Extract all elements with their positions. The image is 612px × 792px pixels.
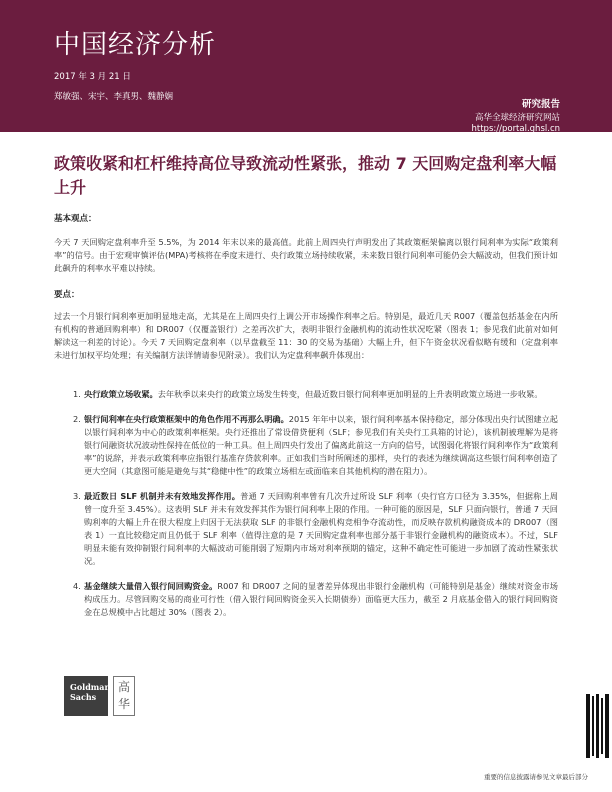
list-item-text: 2015 年年中以来，银行间利率基本保持稳定，部分体现出央行试图建立起以银行间利率为中心的政策利率框架。央行还推出了常设借贷便利（SLF；参见我们有关央行工具箱的讨论），该机制被理解为是将银行间融资状况波动性保持在低位的一种工具。但上周四央行发出了偏离此前这一方向的信号，试图弱化将银行间利率作为“政策利率”的说辞，并表示政策利率应指银行基准存贷款利率。正如我们当时所阐述的那样，央行的表述为继续调高这些银行间利率创造了更大空间（其意图可能是避免与其“稳健中性”的政策立场相左或面临来自其他机构的潜在阻力）。 (84, 414, 558, 476)
list-item-lead: 银行间利率在央行政策框架中的角色作用不再那么明确。 (84, 414, 289, 424)
list-item-lead: 最近数日 SLF 机制并未有效地发挥作用。 (84, 491, 241, 501)
footer-disclaimer: 重要的信息披露请参见文章最后部分 (484, 773, 588, 781)
list-item (54, 413, 558, 478)
report-date: 2017 年 3 月 21 日 (54, 72, 131, 82)
list-item-text: R007 和 DR007 之间的显著差异体现出非银行金融机构（可能特别是基金）继续对资金市场构成压力。尽管回购交易的商业可行性（借入银行间回购资金买入长期债券）面临更大压力，截至 2 月底基金借入的银行间回购资金在总规模中占比超过 30%（图表 2）。 (84, 581, 558, 617)
publisher-url[interactable]: https://portal.ghsl.cn (471, 124, 560, 134)
key-points-label: 要点： (54, 290, 80, 300)
list-item-text: 普通 7 天回购利率曾有几次升过所设 SLF 利率（央行官方口径为 3.35%，但据称上周曾一度升至 3.45%）。这表明 SLF 并未有效发挥其作为银行间利率上限的作用。一种可能的原因是，SLF 只面向银行，普通 7 天回购利率的大幅上升在很大程度上归因于无法获取 SLF 的非银行金融机构竞相争夺流动性，而反映存款机构融资成本的 DR007（图表 1）一直比较稳定而且仍低于 SLF 利率（值得注意的是 7 天回购定盘利率也部分基于非银行金融机构的融资成本）。不过，SLF 明显未能有效抑制银行间利率的大幅波动可能削弱了短期内市场对利率预期的锚定，这种不确定性可能进一步加剧了流动性紧张状况。 (84, 491, 558, 566)
list-item-number: 1. (73, 389, 81, 399)
list-item (54, 580, 558, 619)
list-item-text: 去年秋季以来央行的政策立场发生转变，但最近数日银行间利率更加明显的上升表明政策立场进一步收紧。 (157, 389, 543, 399)
key-points-intro: 过去一个月银行间利率更加明显地走高，尤其是在上周四央行上调公开市场操作利率之后。特别是，最近几天 R007（覆盖包括基金在内所有机构的普通回购利率）和 DR007（仅覆盖银行）之差再次扩大，表明非银行金融机构的流动性状况吃紧（图表 1；参见我们此前对如何解读这一利差的讨论）。今天 7 天回购定盘利率（以早盘截至 11：30 的交易为基础）大幅上升，但下午资金状况看似略有缓和（定盘利率未进行加权平均处理；有关编制方法详情请参见附录）。我们认为定盘利率飙升体现出： (54, 311, 558, 360)
basic-view-label: 基本观点： (54, 214, 97, 224)
headline: 政策收紧和杠杆维持高位导致流动性紧张，推动 7 天回购定盘利率大幅上升 (54, 154, 557, 197)
list-item-lead: 央行政策立场收紧。 (84, 389, 158, 399)
goldman-sachs-logo: Goldman Sachs (64, 676, 108, 716)
report-authors: 郑敏强、宋宇、李真男、魏静娴 (54, 92, 174, 102)
list-item (54, 388, 558, 401)
publisher-block (472, 96, 561, 134)
list-item-number: 2. (73, 414, 81, 424)
list-item-number: 4. (73, 581, 81, 591)
list-item-number: 3. (73, 491, 81, 501)
list-item (54, 490, 558, 568)
basic-view-paragraph: 今天 7 天回购定盘利率升至 5.5%，为 2014 年末以来的最高值。此前上周四央行声明发出了其政策框架偏离以银行间利率为实际“政策利率”的信号。由于宏观审慎评估(MPA)考核将在季度末进行、央行政策立场持续收紧，未来数日银行间利率可能仍会大幅波动，但我们预计如此飙升的利率水平难以持续。 (54, 237, 558, 273)
side-barcode-icon (582, 690, 612, 762)
key-points-list (54, 388, 558, 619)
report-series-title: 中国经济分析 (54, 30, 217, 60)
gaohua-seal-logo: 高华 (113, 676, 135, 716)
list-item-lead: 基金继续大量借入银行间回购资金。 (84, 581, 218, 591)
report-type: 研究报告 (521, 99, 560, 110)
publisher-name: 高华全球经济研究网站 (474, 113, 560, 123)
